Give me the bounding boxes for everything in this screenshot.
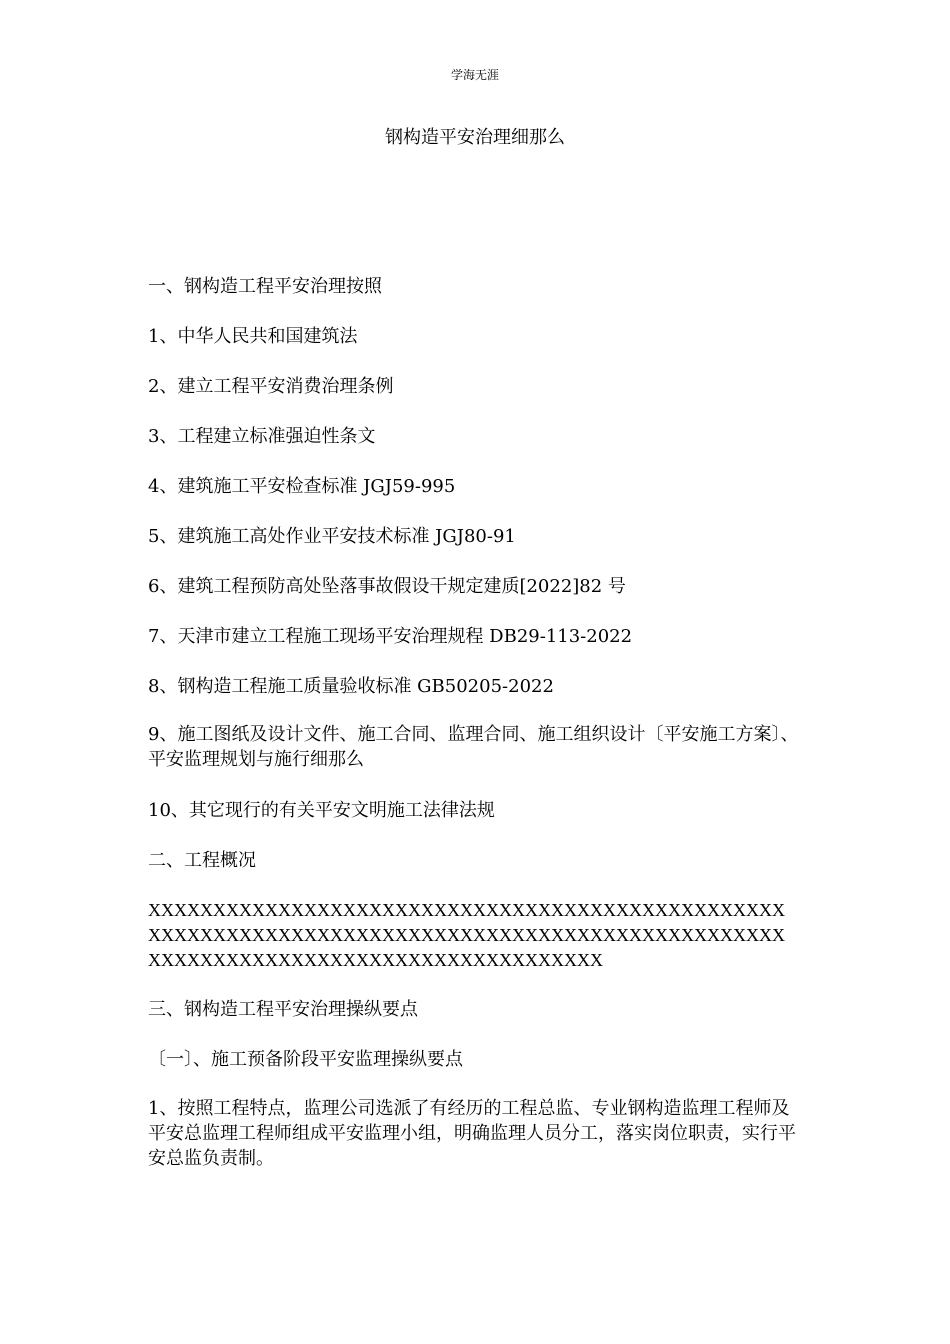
list-item: 9、施工图纸及设计文件、施工合同、监理合同、施工组织设计〔平安施工方案〕、平安监理规划与施行细那么 (148, 724, 799, 770)
section-heading-control-points: 三、钢构造工程平安治理操纵要点 (148, 999, 418, 1020)
project-overview-line: XXXXXXXXXXXXXXXXXXXXXXXXXXXXXXXXXXXXXXXXXXXXXXXXX (148, 925, 785, 945)
list-item: 1、中华人民共和国建筑法 (148, 326, 358, 347)
list-item: 10、其它现行的有关平安文明施工法律法规 (148, 800, 495, 821)
list-item: 5、建筑施工高处作业平安技术标准 JGJ80-91 (148, 526, 516, 547)
subsection-heading: 〔一〕、施工预备阶段平安监理操纵要点 (148, 1049, 463, 1070)
list-item: 7、天津市建立工程施工现场平安治理规程 DB29-113-2022 (148, 626, 633, 647)
project-overview-line: XXXXXXXXXXXXXXXXXXXXXXXXXXXXXXXXXXXXXXXXXXXXXXXXX (148, 900, 785, 920)
list-item: 8、钢构造工程施工质量验收标准 GB50205-2022 (148, 676, 554, 697)
section-heading-overview: 二、工程概况 (148, 850, 256, 871)
list-item: 4、建筑施工平安检查标准 JGJ59-995 (148, 476, 456, 497)
list-item: 3、工程建立标准强迫性条文 (148, 426, 376, 447)
page-header: 学海无涯 (450, 68, 499, 82)
list-item: 6、建筑工程预防高处坠落事故假设干规定建质[2022]82 号 (148, 576, 626, 597)
project-overview-line: XXXXXXXXXXXXXXXXXXXXXXXXXXXXXXXXXXX (148, 950, 603, 970)
document-title: 钢构造平安治理细那么 (385, 127, 565, 148)
list-item: 1、按照工程特点，监理公司选派了有经历的工程总监、专业钢构造监理工程师及平安总监理工程师组成平安监理小组，明确监理人员分工，落实岗位职责，实行平安总监负责制。 (148, 1098, 796, 1169)
section-heading-basis: 一、钢构造工程平安治理按照 (148, 276, 382, 297)
list-item: 2、建立工程平安消费治理条例 (148, 376, 394, 397)
